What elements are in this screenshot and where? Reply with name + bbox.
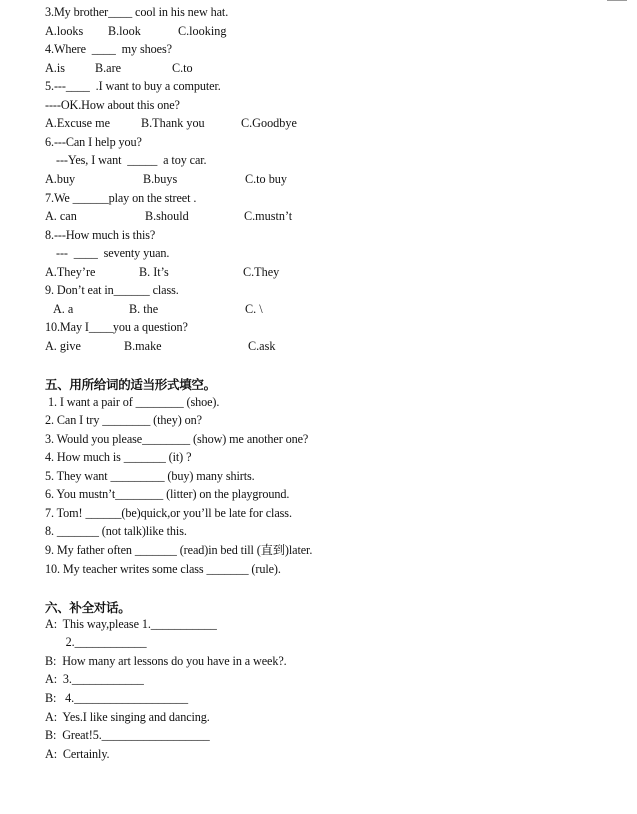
question-stem: 4.Where ____ my shoes? xyxy=(45,42,172,56)
option-c: C. \ xyxy=(245,302,263,316)
question-stem: 8.---How much is this? xyxy=(45,228,156,242)
dialogue-line: A: Certainly. xyxy=(45,747,110,761)
dialogue-line: A: Yes.I like singing and dancing. xyxy=(45,710,210,724)
option-c: C.ask xyxy=(248,339,276,353)
page-corner-mark xyxy=(607,0,627,2)
question-stem: 10.May I____you a question? xyxy=(45,320,188,334)
dialogue-line: A: This way,please 1.___________ xyxy=(45,617,217,631)
option-a: A.buy xyxy=(45,172,76,186)
fill-item: 10. My teacher writes some class _______ (rule). xyxy=(45,562,281,576)
option-c: C.to buy xyxy=(245,172,287,186)
option-b: B.make xyxy=(124,339,162,353)
option-a: A.looks xyxy=(45,24,84,38)
fill-item: 2. Can I try ________ (they) on? xyxy=(45,413,202,427)
option-c: C.Goodbye xyxy=(241,116,297,130)
fill-item: 5. They want _________ (buy) many shirts. xyxy=(45,469,255,483)
option-a: A.is xyxy=(45,61,65,75)
section-5-heading: 五、用所给词的适当形式填空。 xyxy=(45,377,216,392)
option-b: B.Thank you xyxy=(141,116,205,130)
option-b: B.should xyxy=(145,209,189,223)
fill-item: 6. You mustn’t________ (litter) on the playground. xyxy=(45,487,290,501)
question-stem: 5.---____ .I want to buy a computer. xyxy=(45,79,221,93)
dialogue-line: B: How many art lessons do you have in a week?. xyxy=(45,654,287,668)
option-a: A.They’re xyxy=(45,265,96,279)
option-a: A. give xyxy=(45,339,81,353)
question-stem: 7.We ______play on the street . xyxy=(45,191,197,205)
option-c: C.They xyxy=(243,265,280,279)
option-c: C.to xyxy=(172,61,193,75)
option-c: C.looking xyxy=(178,24,227,38)
fill-item: 8. _______ (not talk)like this. xyxy=(45,524,187,538)
fill-item: 1. I want a pair of ________ (shoe). xyxy=(45,395,220,409)
option-a: A.Excuse me xyxy=(45,116,110,130)
option-a: A. a xyxy=(53,302,74,316)
option-b: B. the xyxy=(129,302,159,316)
option-b: B. It’s xyxy=(139,265,169,279)
fill-item: 4. How much is _______ (it) ? xyxy=(45,450,192,464)
question-stem-reply: --- ____ seventy yuan. xyxy=(56,246,170,260)
option-b: B.are xyxy=(95,61,122,75)
question-stem: 9. Don’t eat in______ class. xyxy=(45,283,179,297)
dialogue-line: B: 4.___________________ xyxy=(45,691,188,705)
question-stem-reply: ---Yes, I want _____ a toy car. xyxy=(56,153,207,167)
question-stem: 6.---Can I help you? xyxy=(45,135,142,149)
option-c: C.mustn’t xyxy=(244,209,293,223)
dialogue-line: A: 3.____________ xyxy=(45,672,144,686)
dialogue-line: B: Great!5.__________________ xyxy=(45,728,210,742)
question-stem-reply: ----OK.How about this one? xyxy=(45,98,180,112)
fill-item: 7. Tom! ______(be)quick,or you’ll be late for class. xyxy=(45,506,292,520)
fill-item: 3. Would you please________ (show) me another one? xyxy=(45,432,309,446)
fill-item: 9. My father often _______ (read)in bed till (直到)later. xyxy=(45,543,313,557)
option-b: B.buys xyxy=(143,172,178,186)
question-stem: 3.My brother____ cool in his new hat. xyxy=(45,5,229,19)
section-6-heading: 六、补全对话。 xyxy=(45,600,131,615)
option-b: B.look xyxy=(108,24,141,38)
option-a: A. can xyxy=(45,209,77,223)
dialogue-line: 2.____________ xyxy=(45,635,147,649)
